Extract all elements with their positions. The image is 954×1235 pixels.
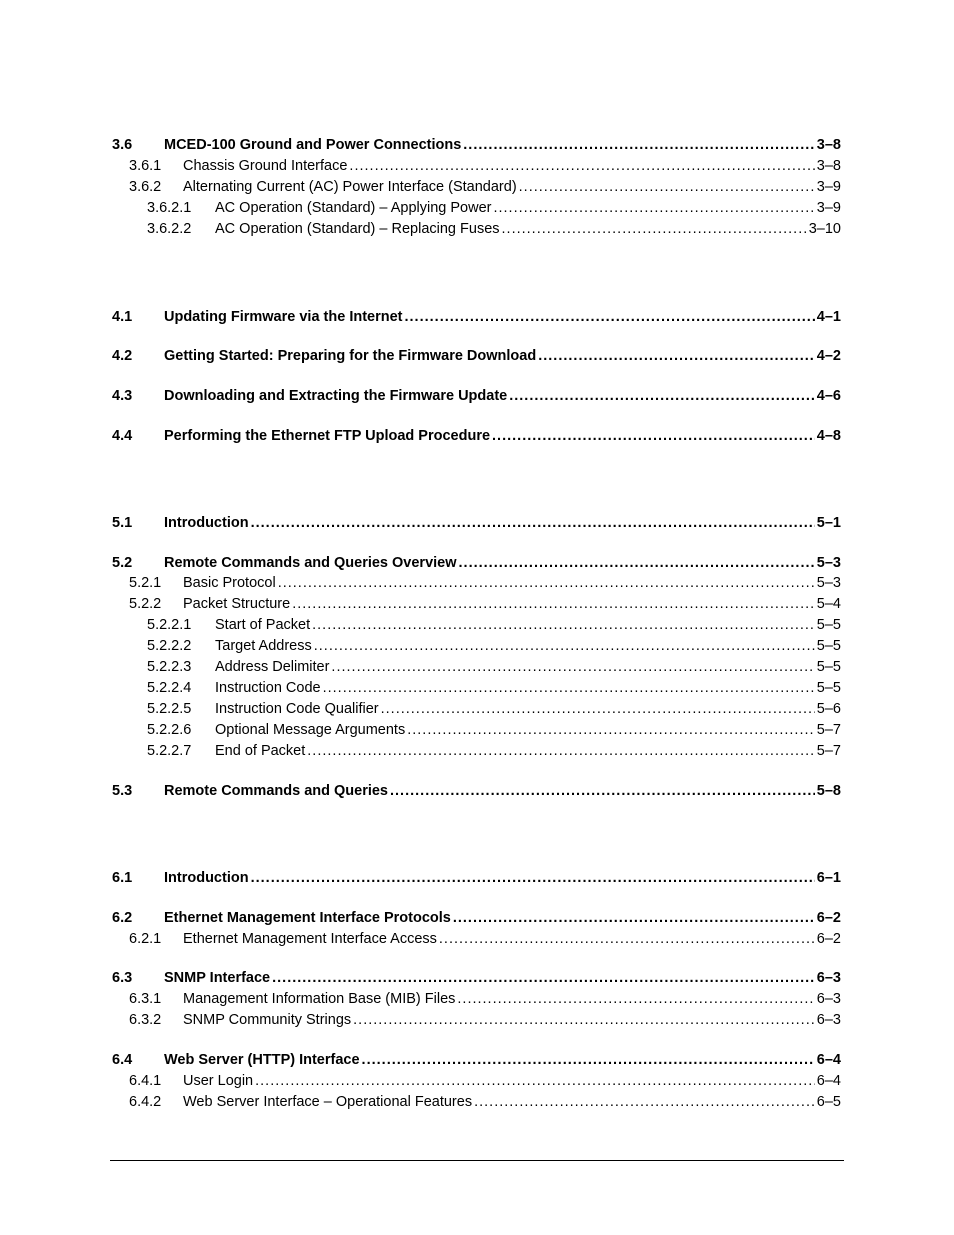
toc-title: Remote Commands and Queries [164, 783, 388, 799]
toc-title: Packet Structure [183, 596, 291, 612]
toc-title: Introduction [164, 515, 249, 531]
toc-title: Instruction Code [215, 680, 321, 696]
toc-leader [502, 220, 807, 238]
toc-number: 4.3 [112, 388, 133, 404]
toc-entry[interactable] [147, 679, 841, 697]
toc-number: 6.4 [112, 1052, 133, 1068]
toc-entry[interactable] [112, 308, 841, 326]
toc-entry[interactable] [147, 658, 841, 676]
toc-title: Instruction Code Qualifier [215, 701, 379, 717]
toc-title: Ethernet Management Interface Protocols [164, 910, 451, 926]
toc-number: 4.2 [112, 348, 133, 364]
toc-leader [255, 1072, 815, 1090]
toc-entry[interactable] [112, 1051, 841, 1069]
toc-leader [307, 742, 815, 760]
toc-number: 6.4.2 [129, 1094, 162, 1110]
toc-leader [519, 178, 815, 196]
toc-title: Introduction [164, 870, 249, 886]
toc-number: 6.4.1 [129, 1073, 162, 1089]
toc-entry[interactable] [112, 347, 841, 365]
toc-number: 3.6.1 [129, 158, 162, 174]
toc-page-number: 5–5 [816, 680, 841, 696]
toc-page-number: 4–1 [816, 309, 841, 325]
toc-entry[interactable] [129, 157, 841, 175]
toc-title: End of Packet [215, 743, 306, 759]
toc-entry[interactable] [129, 1072, 841, 1090]
toc-title: Downloading and Extracting the Firmware Update [164, 388, 508, 404]
toc-page-number: 6–2 [816, 931, 841, 947]
toc-number: 6.3 [112, 970, 133, 986]
toc-leader [314, 637, 815, 655]
toc-leader [251, 514, 815, 532]
toc-leader [349, 157, 814, 175]
toc-leader [278, 574, 815, 592]
toc-title: SNMP Interface [164, 970, 271, 986]
toc-title: Performing the Ethernet FTP Upload Procedure [164, 428, 491, 444]
toc-page-number: 5–7 [816, 722, 841, 738]
toc-title: User Login [183, 1073, 254, 1089]
toc-entry[interactable] [112, 427, 841, 445]
toc-title: Updating Firmware via the Internet [164, 309, 403, 325]
toc-leader [459, 554, 815, 572]
toc-leader [251, 869, 815, 887]
toc-number: 5.1 [112, 515, 133, 531]
toc-title: Web Server Interface – Operational Features [183, 1094, 473, 1110]
toc-page-number: 3–9 [816, 179, 841, 195]
toc-page-number: 6–2 [816, 910, 841, 926]
toc-entry[interactable] [112, 782, 841, 800]
toc-page-number: 6–3 [816, 991, 841, 1007]
toc-entry[interactable] [129, 1093, 841, 1111]
toc-entry[interactable] [129, 178, 841, 196]
toc-number: 6.3.1 [129, 991, 162, 1007]
toc-page-number: 5–5 [816, 659, 841, 675]
toc-entry[interactable] [112, 554, 841, 572]
toc-entry[interactable] [112, 909, 841, 927]
toc-page-number: 5–3 [816, 555, 841, 571]
toc-leader [272, 969, 815, 987]
toc-page-number: 5–5 [816, 617, 841, 633]
toc-leader [407, 721, 815, 739]
toc-entry[interactable] [129, 990, 841, 1008]
toc-entry[interactable] [147, 616, 841, 634]
toc-page-number: 6–5 [816, 1094, 841, 1110]
toc-leader [331, 658, 814, 676]
toc-number: 6.2 [112, 910, 133, 926]
toc-page-number: 5–4 [816, 596, 841, 612]
toc-page-number: 5–5 [816, 638, 841, 654]
toc-page-number: 6–1 [816, 870, 841, 886]
toc-number: 5.3 [112, 783, 133, 799]
toc-number: 3.6.2.2 [147, 221, 192, 237]
footer-rule [110, 1160, 844, 1161]
toc-entry[interactable] [129, 574, 841, 592]
toc-leader [509, 387, 815, 405]
toc-entry[interactable] [112, 969, 841, 987]
toc-number: 3.6.2 [129, 179, 162, 195]
toc-leader [312, 616, 815, 634]
toc-title: Chassis Ground Interface [183, 158, 348, 174]
toc-leader [353, 1011, 815, 1029]
toc-entry[interactable] [112, 387, 841, 405]
toc-title: MCED-100 Ground and Power Connections [164, 137, 462, 153]
toc-title: AC Operation (Standard) – Applying Power [215, 200, 492, 216]
toc-number: 5.2.2.1 [147, 617, 192, 633]
toc-leader [405, 308, 815, 326]
toc-entry[interactable] [112, 514, 841, 532]
toc-number: 5.2 [112, 555, 133, 571]
toc-page-number: 4–8 [816, 428, 841, 444]
toc-leader [362, 1051, 815, 1069]
toc-page-number: 6–3 [816, 1012, 841, 1028]
toc-title: Remote Commands and Queries Overview [164, 555, 457, 571]
toc-leader [538, 347, 815, 365]
toc-number: 3.6 [112, 137, 133, 153]
toc-title: Alternating Current (AC) Power Interface (Standard) [183, 179, 517, 195]
toc-title: Management Information Base (MIB) Files [183, 991, 456, 1007]
toc-number: 5.2.2.6 [147, 722, 192, 738]
toc-title: Web Server (HTTP) Interface [164, 1052, 360, 1068]
toc-leader [453, 909, 815, 927]
toc-number: 5.2.2.7 [147, 743, 192, 759]
toc-entry[interactable] [129, 595, 841, 613]
toc-page-number: 3–8 [816, 137, 841, 153]
toc-entry[interactable] [147, 700, 841, 718]
toc-title: Ethernet Management Interface Access [183, 931, 437, 947]
toc-number: 4.1 [112, 309, 133, 325]
toc-title: Address Delimiter [215, 659, 330, 675]
toc-page-number: 6–4 [816, 1052, 841, 1068]
toc-page-number: 5–1 [816, 515, 841, 531]
toc-number: 5.2.2.3 [147, 659, 192, 675]
toc-leader [492, 427, 815, 445]
toc-title: Target Address [215, 638, 312, 654]
toc-leader [292, 595, 815, 613]
toc-page-number: 3–9 [816, 200, 841, 216]
toc-title: Getting Started: Preparing for the Firmware Download [164, 348, 537, 364]
toc-entry[interactable] [147, 721, 841, 739]
toc-entry[interactable] [147, 637, 841, 655]
toc-leader [390, 782, 815, 800]
toc-leader [439, 930, 815, 948]
toc-leader [493, 199, 814, 217]
toc-leader [323, 679, 815, 697]
toc-title: AC Operation (Standard) – Replacing Fuses [215, 221, 500, 237]
toc-entry[interactable] [147, 199, 841, 217]
toc-page-number: 3–10 [808, 221, 841, 237]
toc-page-number: 5–7 [816, 743, 841, 759]
toc-number: 5.2.2.2 [147, 638, 192, 654]
toc-page-number: 4–2 [816, 348, 841, 364]
toc-leader [463, 136, 815, 154]
toc-page-number: 3–8 [816, 158, 841, 174]
toc-number: 4.4 [112, 428, 133, 444]
toc-title: SNMP Community Strings [183, 1012, 352, 1028]
toc-number: 5.2.2.4 [147, 680, 192, 696]
toc-number: 6.3.2 [129, 1012, 162, 1028]
toc-entry[interactable] [129, 930, 841, 948]
toc-entry[interactable] [147, 220, 841, 238]
toc-title: Start of Packet [215, 617, 311, 633]
toc-title: Basic Protocol [183, 575, 276, 591]
toc-page-number: 5–6 [816, 701, 841, 717]
toc-number: 5.2.2 [129, 596, 162, 612]
toc-entry[interactable] [112, 869, 841, 887]
toc-number: 5.2.2.5 [147, 701, 192, 717]
toc-number: 6.1 [112, 870, 133, 886]
toc-number: 3.6.2.1 [147, 200, 192, 216]
toc-page-number: 5–8 [816, 783, 841, 799]
toc-leader [474, 1093, 815, 1111]
toc-entry[interactable] [129, 1011, 841, 1029]
toc-page-number: 6–4 [816, 1073, 841, 1089]
toc-entry[interactable] [147, 742, 841, 760]
toc-number: 5.2.1 [129, 575, 162, 591]
toc-leader [457, 990, 814, 1008]
toc-entry[interactable] [112, 136, 841, 154]
toc-leader [381, 700, 815, 718]
toc-page-number: 4–6 [816, 388, 841, 404]
toc-number: 6.2.1 [129, 931, 162, 947]
toc-title: Optional Message Arguments [215, 722, 406, 738]
toc-page-number: 6–3 [816, 970, 841, 986]
toc-page-number: 5–3 [816, 575, 841, 591]
